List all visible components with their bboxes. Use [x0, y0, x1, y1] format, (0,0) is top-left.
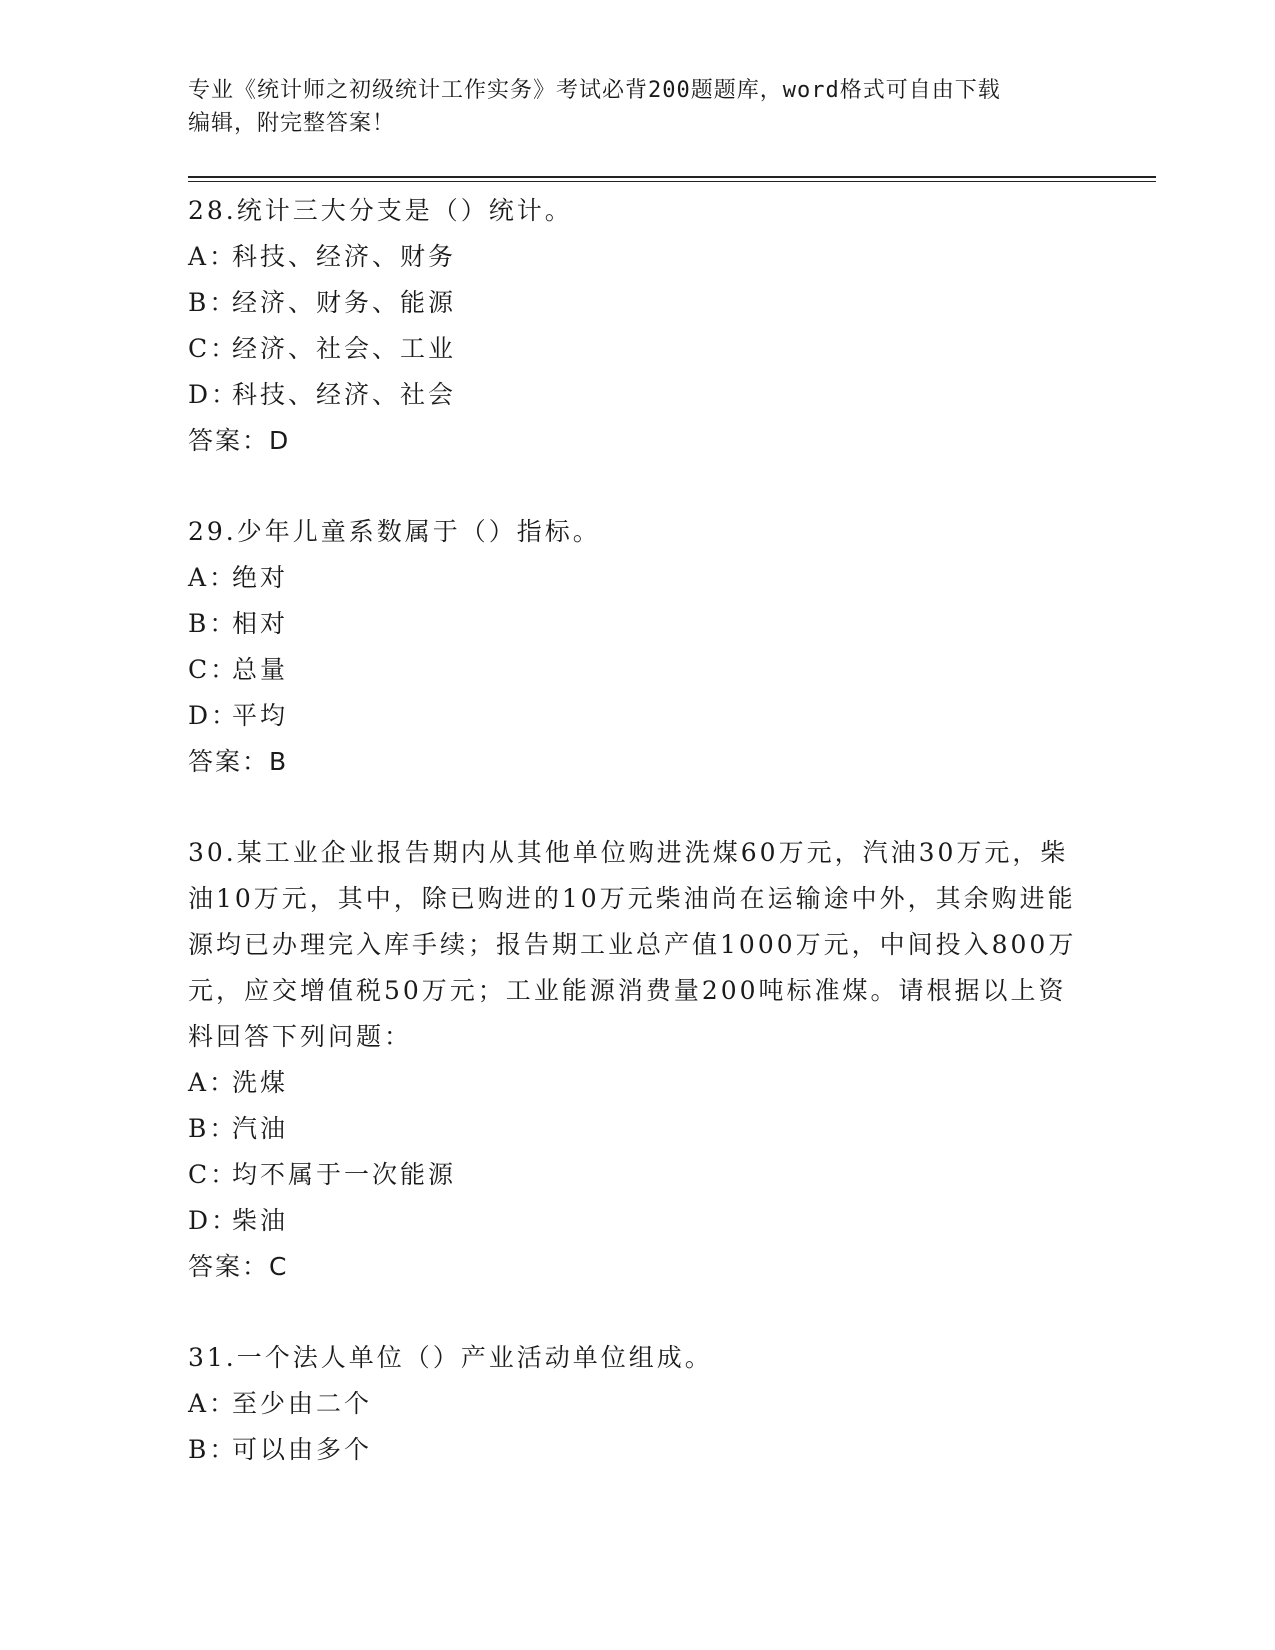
question-31 — [188, 1335, 1088, 1473]
header-rule-thin — [188, 181, 1156, 182]
option-c — [188, 647, 1088, 693]
option-b — [188, 1106, 1088, 1152]
option-text: 均不属于一次能源 — [232, 1160, 457, 1189]
question-stem: 一个法人单位（）产业活动单位组成。 — [236, 1343, 713, 1372]
option-text: 柴油 — [232, 1206, 289, 1235]
answer-line: 答案：C — [188, 1252, 289, 1281]
option-d — [188, 372, 1088, 418]
option-text: 经济、社会、工业 — [232, 334, 457, 363]
question-text — [188, 1335, 1083, 1381]
question-text — [188, 188, 1083, 234]
option-label: B： — [188, 1435, 238, 1464]
question-text — [188, 830, 1083, 1060]
option-label: A： — [188, 563, 238, 592]
option-label: B： — [188, 288, 238, 317]
question-30 — [188, 830, 1088, 1290]
option-a — [188, 1381, 1088, 1427]
option-b — [188, 280, 1088, 326]
option-d — [188, 693, 1088, 739]
option-text: 平均 — [232, 701, 289, 730]
option-text: 汽油 — [232, 1114, 289, 1143]
option-text: 科技、经济、财务 — [232, 242, 457, 271]
option-d — [188, 1198, 1088, 1244]
option-a — [188, 1060, 1088, 1106]
question-number: 29. — [188, 517, 237, 546]
option-label: C： — [188, 1160, 239, 1189]
question-number: 30. — [188, 838, 237, 867]
option-a — [188, 234, 1088, 280]
option-label: A： — [188, 1068, 238, 1097]
header-line-1: 专业《统计师之初级统计工作实务》考试必背200题题库，word格式可自由下载 — [188, 78, 1001, 103]
question-list — [188, 188, 1088, 1518]
option-text: 绝对 — [232, 563, 289, 592]
option-a — [188, 555, 1088, 601]
option-label: D： — [188, 380, 240, 409]
option-label: B： — [188, 1114, 238, 1143]
question-stem: 某工业企业报告期内从其他单位购进洗煤60万元，汽油30万元，柴油10万元，其中，除已购进的10万元柴油尚在运输途中外，其余购进能源均已办理完入库手续；报告期工业总产值1000万元，中间投入800万元，应交增值税50万元；工业能源消费量200吨标准煤。请根据以上资料回答下列问题： — [188, 838, 1077, 1051]
option-label: A： — [188, 242, 238, 271]
question-number: 31. — [188, 1343, 237, 1372]
option-label: D： — [188, 701, 240, 730]
option-text: 洗煤 — [232, 1068, 289, 1097]
answer-line: 答案：B — [188, 747, 289, 776]
option-label: D： — [188, 1206, 240, 1235]
option-text: 可以由多个 — [232, 1435, 373, 1464]
option-text: 科技、经济、社会 — [232, 380, 457, 409]
header-line-2: 编辑，附完整答案！ — [188, 111, 396, 136]
question-stem: 统计三大分支是（）统计。 — [236, 196, 573, 225]
question-stem: 少年儿童系数属于（）指标。 — [236, 517, 601, 546]
option-b — [188, 601, 1088, 647]
option-label: C： — [188, 655, 239, 684]
question-number: 28. — [188, 196, 237, 225]
option-label: C： — [188, 334, 239, 363]
option-text: 相对 — [232, 609, 289, 638]
option-label: A： — [188, 1389, 238, 1418]
option-text: 经济、财务、能源 — [232, 288, 457, 317]
document-header — [188, 74, 1068, 140]
option-text: 至少由二个 — [232, 1389, 373, 1418]
header-rule-thick — [188, 176, 1156, 178]
option-text: 总量 — [232, 655, 289, 684]
question-29 — [188, 509, 1088, 785]
option-c — [188, 326, 1088, 372]
option-label: B： — [188, 609, 238, 638]
question-28 — [188, 188, 1088, 464]
option-c — [188, 1152, 1088, 1198]
option-b — [188, 1427, 1088, 1473]
answer-line: 答案：D — [188, 426, 291, 455]
question-text — [188, 509, 1083, 555]
